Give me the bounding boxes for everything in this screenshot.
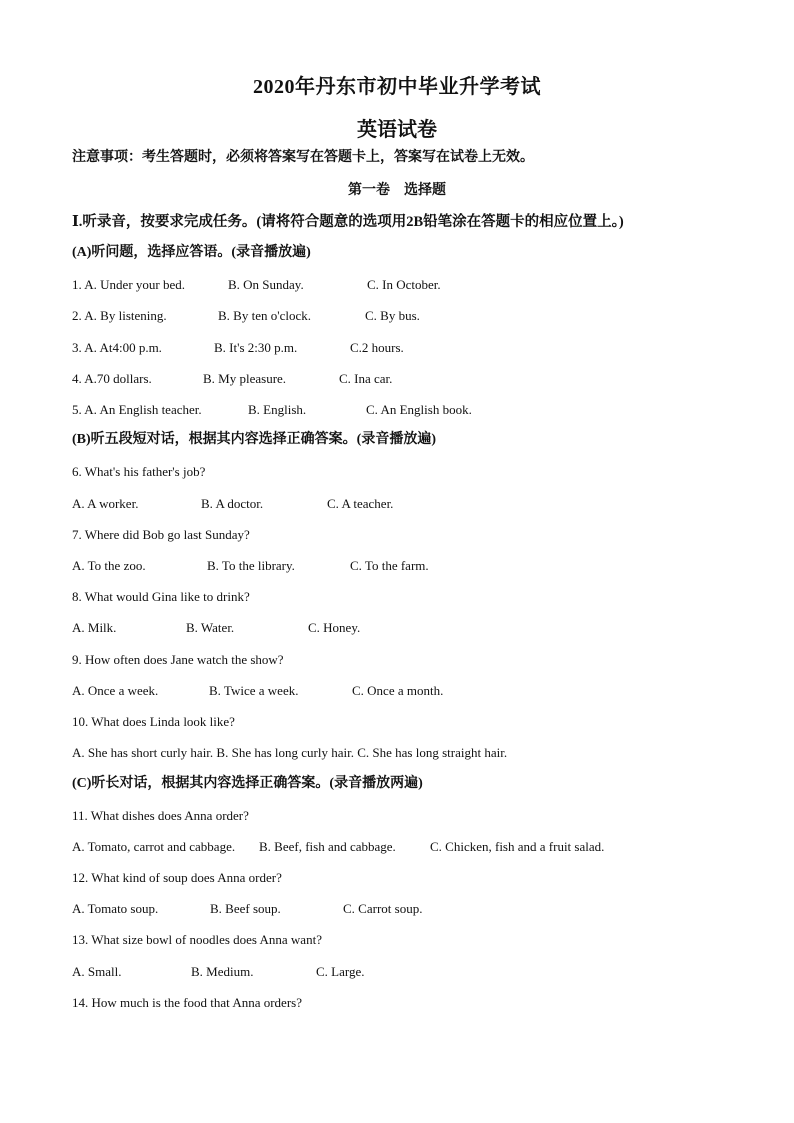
option-c: C. Once a month. xyxy=(352,683,444,698)
option-c: C. By bus. xyxy=(365,308,420,323)
option-b: B. English. xyxy=(248,402,307,417)
option-b: B. My pleasure. xyxy=(203,371,287,386)
question-text: 8. What would Gina like to drink? xyxy=(72,589,250,604)
option-c: C. Honey. xyxy=(308,620,361,635)
option-b: B. Medium. xyxy=(191,964,254,979)
option-b: B. Beef, fish and cabbage. xyxy=(259,839,396,854)
question-text: 9. How often does Jane watch the show? xyxy=(72,652,284,667)
section-a-heading: (A)听问题，选择应答语。(录音播放遍) xyxy=(72,245,311,260)
option-c: C. A teacher. xyxy=(327,496,394,511)
option-a: 4. A.70 dollars. xyxy=(72,371,152,386)
question-text: 10. What does Linda look like? xyxy=(72,714,235,729)
question-text: 14. How much is the food that Anna orders? xyxy=(72,995,302,1010)
option-a: A. Tomato soup. xyxy=(72,901,159,916)
option-b: B. Twice a week. xyxy=(209,683,299,698)
section-c-heading: (C)听长对话，根据其内容选择正确答案。(录音播放两遍) xyxy=(72,776,423,791)
option-a: A. To the zoo. xyxy=(72,558,146,573)
section-b-heading: (B)听五段短对话，根据其内容选择正确答案。(录音播放遍) xyxy=(72,432,436,447)
options-line: A. She has short curly hair. B. She has long curly hair. C. She has long straight hair. xyxy=(72,745,508,760)
option-a: A. Milk. xyxy=(72,620,117,635)
part1-heading: Ⅰ.听录音，按要求完成任务。(请将符合题意的选项用2B铅笔涂在答题卡的相应位置上。) xyxy=(72,214,624,230)
option-a: 5. A. An English teacher. xyxy=(72,402,202,417)
option-c: C. Chicken, fish and a fruit salad. xyxy=(430,839,605,854)
option-a: A. A worker. xyxy=(72,496,139,511)
option-b: B. A doctor. xyxy=(201,496,264,511)
option-b: B. By ten o'clock. xyxy=(218,308,311,323)
question-text: 11. What dishes does Anna order? xyxy=(72,808,249,823)
option-a: A. Once a week. xyxy=(72,683,159,698)
option-a: A. Tomato, carrot and cabbage. xyxy=(72,839,236,854)
option-c: C. An English book. xyxy=(366,402,472,417)
option-b: B. Beef soup. xyxy=(210,901,281,916)
option-b: B. To the library. xyxy=(207,558,295,573)
notice: 注意事项：考生答题时，必须将答案写在答题卡上，答案写在试卷上无效。 xyxy=(72,150,534,165)
question-text: 13. What size bowl of noodles does Anna want? xyxy=(72,932,322,947)
question-text: 7. Where did Bob go last Sunday? xyxy=(72,527,250,542)
option-b: B. On Sunday. xyxy=(228,277,304,292)
page-title: 2020年丹东市初中毕业升学考试 xyxy=(253,76,541,98)
option-a: A. Small. xyxy=(72,964,122,979)
option-c: C. In October. xyxy=(367,277,441,292)
question-text: 12. What kind of soup does Anna order? xyxy=(72,870,282,885)
option-c: C. Large. xyxy=(316,964,365,979)
option-a: 1. A. Under your bed. xyxy=(72,277,186,292)
option-a: 2. A. By listening. xyxy=(72,308,167,323)
option-c: C. Carrot soup. xyxy=(343,901,423,916)
option-a: 3. A. At4:00 p.m. xyxy=(72,340,162,355)
option-c: C. To the farm. xyxy=(350,558,429,573)
option-c: C.2 hours. xyxy=(350,340,404,355)
option-b: B. It's 2:30 p.m. xyxy=(214,340,298,355)
volume-heading: 第一卷 选择题 xyxy=(348,183,446,198)
option-b: B. Water. xyxy=(186,620,235,635)
question-text: 6. What's his father's job? xyxy=(72,464,206,479)
option-c: C. Ina car. xyxy=(339,371,393,386)
page-subtitle: 英语试卷 xyxy=(357,119,437,141)
